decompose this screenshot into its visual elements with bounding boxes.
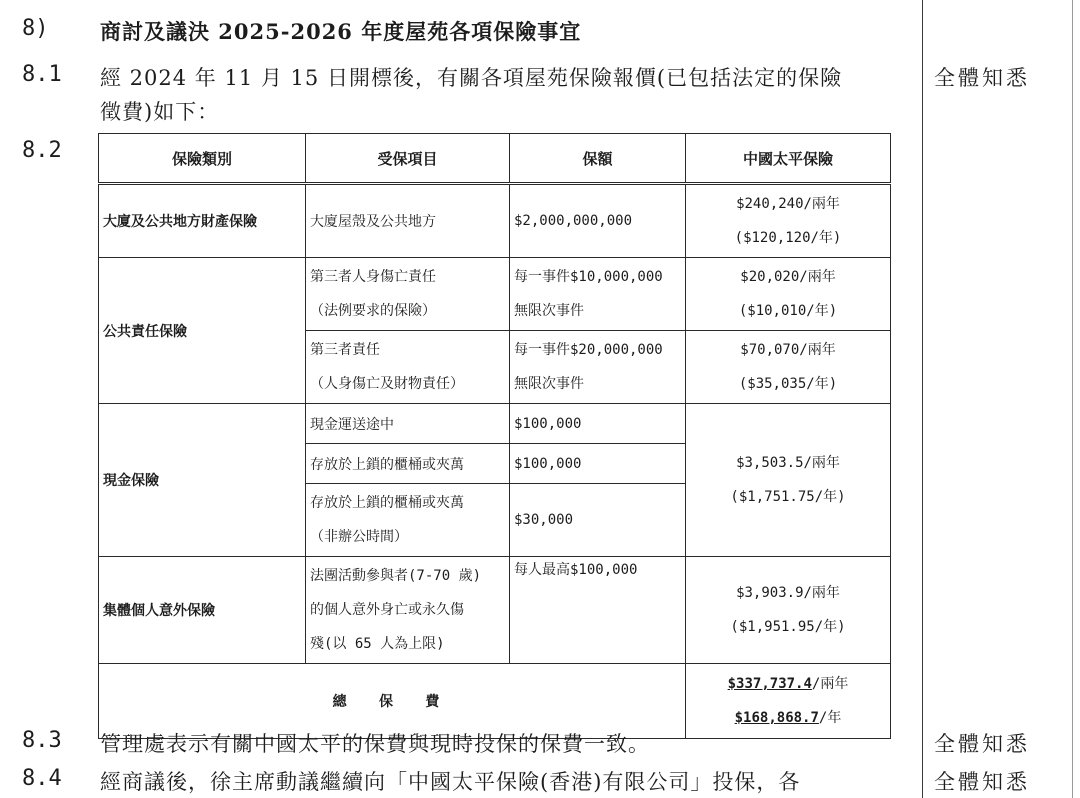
item-cash-1: 現金運送途中 (306, 404, 510, 444)
item-8-3-remark: 全體知悉 (934, 732, 1030, 756)
total-two-year: $337,737.4 (727, 676, 812, 692)
table-header-row (99, 134, 891, 184)
category-property: 大廈及公共地方財產保險 (99, 184, 306, 258)
item-8-1-remark: 全體知悉 (934, 66, 1030, 90)
item-8-1-line2: 徵費)如下： (100, 100, 220, 124)
section-number: 8) (22, 16, 49, 41)
amount-liability-1: 每一事件$10,000,000 無限次事件 (510, 258, 686, 331)
item-cash-2: 存放於上鎖的櫃桶或夾萬 (306, 444, 510, 484)
item-8-4-remark: 全體知悉 (934, 770, 1030, 794)
table-row (99, 184, 891, 258)
header-insurance-type: 保險類別 (99, 134, 306, 184)
table-row (99, 258, 891, 331)
item-number-8-2: 8.2 (22, 138, 62, 163)
remarks-column-divider (922, 0, 923, 798)
category-accident: 集體個人意外保險 (99, 557, 306, 664)
item-property: 大廈屋殼及公共地方 (306, 184, 510, 258)
item-cash-3: 存放於上鎖的櫃桶或夾萬 （非辦公時間） (306, 484, 510, 557)
item-number-8-1: 8.1 (22, 62, 62, 87)
item-liability-2: 第三者責任 （人身傷亡及財物責任） (306, 331, 510, 404)
total-per-year: $168,868.7 (734, 710, 819, 726)
insurance-quote-table (98, 133, 891, 739)
section-title: 商討及議決 2025-2026 年度屋苑各項保險事宜 (100, 19, 582, 44)
premium-cash: $3,503.5/兩年 ($1,751.75/年) (686, 404, 891, 557)
item-8-1-line1: 經 2024 年 11 月 15 日開標後，有關各項屋苑保險報價(已包括法定的保險 (100, 66, 843, 90)
item-accident: 法團活動參與者(7-70 歲) 的個人意外身亡或永久傷 殘(以 65 人為上限) (306, 557, 510, 664)
header-sum-insured: 保額 (510, 134, 686, 184)
premium-liability-2: $70,070/兩年 ($35,035/年) (686, 331, 891, 404)
premium-property: $240,240/兩年 ($120,120/年) (686, 184, 891, 258)
amount-cash-2: $100,000 (510, 444, 686, 484)
total-premium: $337,737.4/兩年 $168,868.7/年 (686, 664, 891, 739)
total-label: 總 保 費 (99, 664, 686, 739)
item-number-8-4: 8.4 (22, 766, 62, 791)
header-insured-item: 受保項目 (306, 134, 510, 184)
amount-cash-1: $100,000 (510, 404, 686, 444)
amount-liability-2: 每一事件$20,000,000 無限次事件 (510, 331, 686, 404)
table-row (99, 404, 891, 444)
premium-accident: $3,903.9/兩年 ($1,951.95/年) (686, 557, 891, 664)
item-liability-1: 第三者人身傷亡責任 （法例要求的保險） (306, 258, 510, 331)
category-liability: 公共責任保險 (99, 258, 306, 404)
premium-liability-1: $20,020/兩年 ($10,010/年) (686, 258, 891, 331)
table-row (99, 557, 891, 664)
amount-cash-3: $30,000 (510, 484, 686, 557)
amount-accident: 每人最高$100,000 (510, 557, 686, 664)
category-cash: 現金保險 (99, 404, 306, 557)
amount-property: $2,000,000,000 (510, 184, 686, 258)
item-8-4-text: 經商議後，徐主席動議繼續向「中國太平保險(香港)有限公司」投保，各 (100, 770, 801, 794)
header-insurer: 中國太平保險 (686, 134, 891, 184)
item-8-3-text: 管理處表示有關中國太平的保費與現時投保的保費一致。 (100, 732, 650, 756)
item-number-8-3: 8.3 (22, 728, 62, 753)
page-edge-line (1072, 0, 1073, 798)
